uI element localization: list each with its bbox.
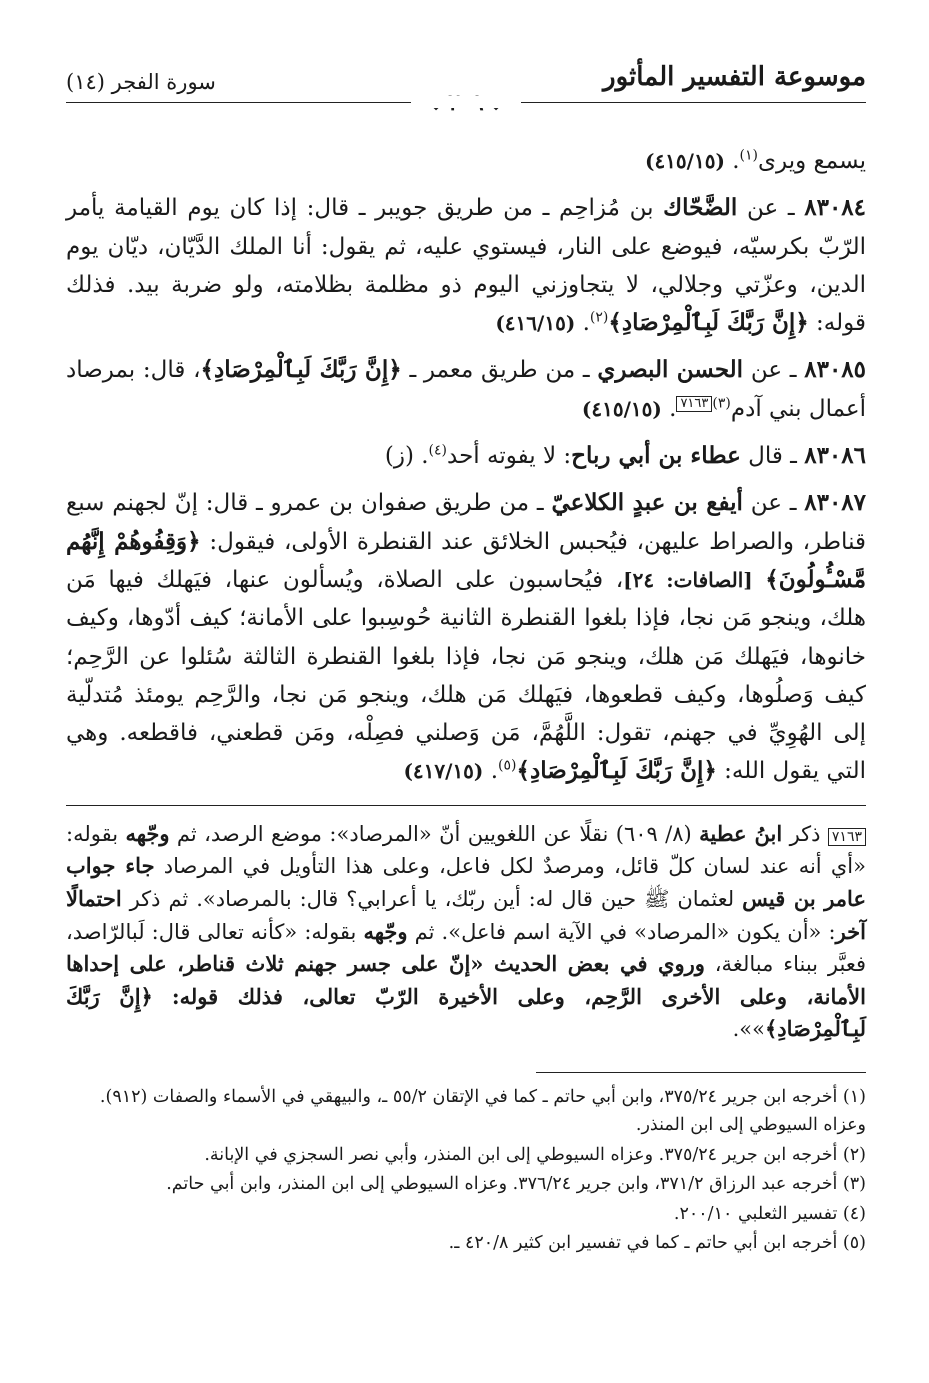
narrator-name: الضَّحّاك bbox=[663, 194, 738, 222]
commentary-ref[interactable]: ٧١٦٣ bbox=[828, 828, 866, 846]
quran-verse: ﴿إِنَّ رَبَّكَ لَبِٱلْمِرْصَادِ﴾ bbox=[608, 309, 809, 337]
quran-verse: ﴿إِنَّ رَبَّكَ لَبِٱلْمِرْصَادِ﴾ bbox=[516, 757, 717, 785]
narrator-name: أيفع بن عبدٍ الكلاعيّ bbox=[551, 489, 743, 517]
entry-83087: ٨٣٠٨٧ ـ عن أيفع بن عبدٍ الكلاعيّ ـ من طريق صفوان بن عمرو ـ قال: إنّ لجهنم سبع قناطر، والصراط عليهن، فيُحبس الخلائق عند القنطرة الأولى، فيقول: ﴿وَقِفُوهُمْ إِنَّهُم مَّسْـُٔولُونَ﴾ [الصافات: ٢٤]، فيُحاسبون على الصلاة، ويُسألون عنها، فيَهلك فيها مَن هلك، وينجو مَن نجا، فإذا بلغوا القنطرة الثانية حُوسِبوا على الأمانة؛ كيف أدّوها، وكيف خانوها، فيَهلك مَن هلك، وينجو مَن نجا، فإذا بلغوا القنطرة الثالثة سُئلوا عن الرَّحِم؛ كيف وَصلُوها، وكيف قطعوها، فيَهلك مَن هلك، وينجو مَن نجا، والرَّحِم يومئذ مُتدلّية إلى الهُوِيِّ في جهنم، تقول: اللَّهُمَّ، مَن وَصلني فصِلْه، ومَن قطعني، فاقطعه. وهي التي يقول الله: ﴿إِنَّ رَبَّكَ لَبِٱلْمِرْصَادِ﴾$^{(٥)}$. (٤١٧/١٥) bbox=[66, 489, 867, 785]
surah-title: سورة الفجر (١٤) bbox=[66, 70, 216, 94]
footnote-3: (٣) أخرجه عبد الرزاق ٣٧١/٢، وابن جرير ٣٧٦/٢٤. وعزاه السيوطي إلى ابن المنذر، وابن أبي حاتم. bbox=[166, 1174, 866, 1195]
footnote-4: (٤) تفسير الثعلبي ٢٠٠/١٠. bbox=[673, 1203, 866, 1224]
commentary-ref[interactable]: ٧١٦٣ bbox=[676, 396, 712, 412]
entry-83086: ٨٣٠٨٦ ـ قال عطاء بن أبي رباح: لا يفوته أحد$^{(٤)}$. (ز) bbox=[384, 442, 866, 470]
footnotes bbox=[66, 1083, 866, 1258]
entry-83084: ٨٣٠٨٤ ـ عن الضَّحّاك بن مُزاحِم ـ من طريق جويبر ـ قال: إذا كان يوم القيامة يأمر الرّبّ بكرسيّه، فيوضع على النار، فيستوي عليه، ثم يقول: أنا الملك الدَّيّان، ديّان يوم الدين، وعزّتي وجلالي، لا يتجاوزني اليوم ذو مظلمة بظلامته، ولو ضربة بيد. فذلك قوله: ﴿إِنَّ رَبَّكَ لَبِٱلْمِرْصَادِ﴾$^{(٢)}$. (٤١٦/١٥) bbox=[66, 194, 867, 337]
book-title: موسوعة التفسير المأثور bbox=[603, 62, 866, 92]
entry-continuation: يسمع ويرى$^{(١)}$. (٤١٥/١٥) bbox=[644, 147, 866, 174]
page-header bbox=[66, 56, 866, 108]
entry-number: ٨٣٠٨٦ bbox=[804, 442, 866, 470]
page bbox=[66, 56, 866, 1259]
commentary: ٧١٦٣ ذكر ابنُ عطية (٨/ ٦٠٩) نقلًا عن اللغويين أنّ «المرصاد»: موضع الرصد، ثم وجّهه بقوله: «أي أنه عند لسان كلّ قائل، ومرصدٌ لكل فاعل، وعلى هذا التأويل في المرصاد جاء جواب عامر بن قيس لعثمان ﷺ حين قال له: أين ربّك، يا أعرابي؟ قال: بالمرصاد». ثم ذكر احتمالًا آخر: «أن يكون «المرصاد» في الآية اسم فاعل». ثم وجّهه بقوله: «كأنه تعالى قال: لَبالرّاصد، فعبَّر ببناء مبالغة، وروي في بعض الحديث «إنّ على جسر جهنم ثلاث قناطر، على إحداها الأمانة، وعلى الأخرى الرَّحِم، وعلى الأخيرة الرّبّ تعالى، فذلك قوله: ﴿إِنَّ رَبَّكَ لَبِٱلْمِرْصَادِ﴾»». bbox=[66, 820, 866, 1042]
footnote-2: (٢) أخرجه ابن جرير ٣٧٥/٢٤. وعزاه السيوطي إلى ابن المنذر، وأبي نصر السجزي في الإبانة. bbox=[204, 1144, 866, 1165]
quran-verse: ﴿إِنَّ رَبَّكَ لَبِٱلْمِرْصَادِ﴾ bbox=[200, 356, 402, 384]
entry-83085: ٨٣٠٨٥ ـ عن الحسن البصري ـ من طريق معمر ـ ﴿إِنَّ رَبَّكَ لَبِٱلْمِرْصَادِ﴾، قال: بمرصاد أعمال بني آدم$^{(٣)}$٧١٦٣. (٤١٥/١٥) bbox=[66, 356, 867, 422]
entry-number: ٨٣٠٨٥ bbox=[804, 356, 867, 384]
quran-verse: ﴿إِنَّ رَبَّكَ لَبِٱلْمِرْصَادِ﴾ bbox=[66, 983, 866, 1042]
narrator-name: الحسن البصري bbox=[597, 356, 744, 384]
footnote-separator bbox=[536, 1072, 866, 1073]
quran-verse: ﴿وَقِفُوهُمْ إِنَّهُم مَّسْـُٔولُونَ﴾ bbox=[66, 527, 867, 593]
narrator-name: عطاء بن أبي رباح bbox=[571, 442, 741, 470]
footnote-5: (٥) أخرجه ابن أبي حاتم ـ كما في تفسير ابن كثير ٤٢٠/٨ ـ. bbox=[448, 1233, 866, 1254]
commentary-separator bbox=[66, 805, 866, 806]
entry-number: ٨٣٠٨٤ bbox=[804, 194, 867, 222]
footnote-1: (١) أخرجه ابن جرير ٣٧٥/٢٤، وابن أبي حاتم ـ كما في الإتقان ٥٥/٢ ـ، والبيهقي في الأسماء والصفات (٩١٢). وعزاه السيوطي إلى ابن المنذر. bbox=[99, 1086, 866, 1136]
entry-number: ٨٣٠٨٧ bbox=[804, 489, 867, 517]
main-text bbox=[66, 142, 866, 791]
surah-citation: [الصافات: ٢٤] bbox=[623, 567, 753, 592]
